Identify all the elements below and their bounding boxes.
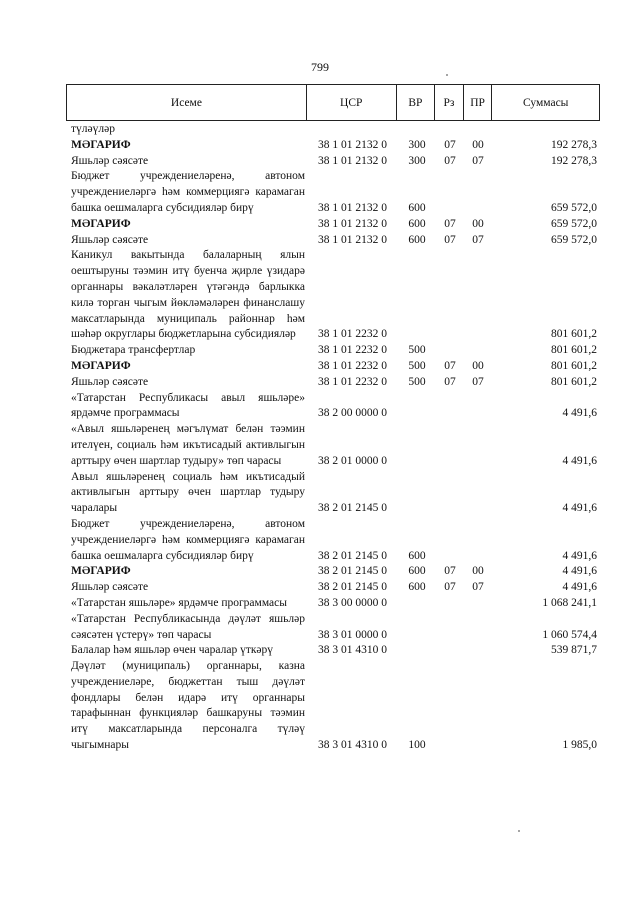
row-name: Каникул вакытында балаларның ялын оештыруны тәэмин итү буенча җирле үзидарә органнары вәкаләтләрен үтәгәндә барлыкка килә торган чыгым йөкләмәләрен финанслашу максатларында муниципаль районнар һәм шәһәр округлары бюджетларына субсидияләр: [71, 249, 305, 341]
row-rz: 07: [444, 217, 456, 230]
row-rz: 07: [444, 359, 456, 372]
row-name: Яшьләр сәясәте: [71, 375, 149, 388]
table-row: [66, 580, 600, 596]
row-name: МӘГАРИФ: [71, 217, 131, 230]
table-row: [66, 470, 600, 517]
page-number: 799: [311, 60, 329, 74]
row-pr: 07: [472, 375, 484, 388]
table-row: [66, 422, 600, 469]
row-csr: 38 3 01 4310 0: [318, 644, 387, 657]
row-name: Балалар һәм яшьләр өчен чаралар үткәрү: [71, 644, 274, 657]
row-name: Бюджет учреждениеләренә, автоном учреждениеләргә һәм коммерциягә карамаган башка оешмаларга субсидияләр бирү: [71, 170, 305, 214]
row-sum: 659 572,0: [551, 217, 597, 230]
row-name: «Татарстан яшьләре» ярдәмче программасы: [71, 596, 287, 609]
header-pr: ПР: [463, 85, 492, 120]
row-name: түләүләр: [71, 123, 115, 135]
table-row: [66, 248, 600, 343]
row-rz: 07: [444, 233, 456, 246]
table-row: [66, 233, 600, 249]
row-csr: 38 1 01 2232 0: [318, 344, 387, 357]
row-vr: 100: [408, 739, 426, 752]
table-row: [66, 517, 600, 564]
row-sum: 4 491,6: [562, 454, 597, 467]
row-name: «Татарстан Республикасында дәүләт яшьләр сәясәтен үстерү» төп чарасы: [71, 612, 305, 641]
row-csr: 38 3 01 4310 0: [318, 739, 387, 752]
row-vr: 600: [408, 549, 426, 562]
table-row: [66, 217, 600, 233]
row-csr: 38 1 01 2132 0: [318, 233, 387, 246]
row-rz: 07: [444, 581, 456, 594]
row-name: Яшьләр сәясәте: [71, 233, 149, 246]
table-row: [66, 375, 600, 391]
row-sum: 1 985,0: [562, 739, 597, 752]
row-csr: 38 1 01 2232 0: [318, 375, 387, 388]
table-row: [66, 122, 600, 138]
row-csr: 38 2 01 2145 0: [318, 502, 387, 515]
row-name: Яшьләр сәясәте: [71, 581, 149, 594]
row-sum: 539 871,7: [551, 644, 597, 657]
row-rz: 07: [444, 138, 456, 151]
row-rz: 07: [444, 565, 456, 578]
row-sum: 1 060 574,4: [542, 628, 597, 641]
row-pr: 00: [472, 359, 484, 372]
row-csr: 38 3 01 0000 0: [318, 628, 387, 641]
header-rz: Рз: [434, 85, 463, 120]
row-name: Бюджет учреждениеләренә, автоном учреждениеләргә һәм коммерциягә карамаган башка оешмаларга субсидияләр бирү: [71, 517, 305, 562]
row-csr: 38 1 01 2132 0: [318, 201, 387, 214]
row-name: Авыл яшьләренең социаль һәм икътисадый активлыгын арттыру өчен шартлар тудыру чаралары: [71, 470, 305, 515]
row-name: МӘГАРИФ: [71, 565, 131, 578]
table-row: [66, 612, 600, 644]
row-sum: 801 601,2: [551, 375, 597, 388]
row-sum: 4 491,6: [562, 549, 597, 562]
row-name: «Татарстан Республикасы авыл яшьләре» ярдәмче программасы: [71, 391, 305, 420]
row-pr: 00: [472, 138, 484, 151]
row-pr: 07: [472, 233, 484, 246]
row-name: Бюджетара трансфертлар: [71, 344, 196, 357]
row-csr: 38 2 00 0000 0: [318, 407, 387, 420]
row-sum: 192 278,3: [551, 138, 597, 151]
row-csr: 38 1 01 2132 0: [318, 217, 387, 230]
row-csr: 38 2 01 0000 0: [318, 454, 387, 467]
table-header: [66, 84, 600, 121]
header-sum: Суммасы: [491, 85, 599, 120]
table-row: [66, 391, 600, 423]
row-vr: 600: [408, 581, 426, 594]
row-csr: 38 1 01 2132 0: [318, 138, 387, 151]
row-sum: 801 601,2: [551, 328, 597, 341]
table-row: [66, 343, 600, 359]
row-name: Яшьләр сәясәте: [71, 154, 149, 167]
row-csr: 38 2 01 2145 0: [318, 581, 387, 594]
row-name: «Авыл яшьләренең мәгълүмат белән тәэмин ителүен, социаль һәм икътисадый активлыгын арттыру өчен шартлар тудыру» төп чарасы: [71, 423, 305, 467]
table-row: [66, 359, 600, 375]
row-name: МӘГАРИФ: [71, 359, 131, 372]
row-sum: 4 491,6: [562, 407, 597, 420]
row-csr: 38 1 01 2232 0: [318, 328, 387, 341]
table-row: [66, 154, 600, 170]
row-name: МӘГАРИФ: [71, 138, 131, 151]
row-csr: 38 1 01 2132 0: [318, 154, 387, 167]
row-csr: 38 2 01 2145 0: [318, 565, 387, 578]
row-pr: 07: [472, 581, 484, 594]
row-rz: 07: [444, 154, 456, 167]
row-sum: 1 068 241,1: [542, 596, 597, 609]
row-pr: 00: [472, 217, 484, 230]
row-pr: 07: [472, 154, 484, 167]
table-row: [66, 643, 600, 659]
scan-speck: [518, 830, 520, 832]
header-name: Исеме: [170, 96, 202, 109]
table-row: [66, 659, 600, 754]
row-vr: 500: [408, 359, 426, 372]
row-sum: 192 278,3: [551, 154, 597, 167]
row-vr: 500: [408, 344, 426, 357]
row-sum: 801 601,2: [551, 359, 597, 372]
table-row: [66, 138, 600, 154]
table-row: [66, 169, 600, 216]
row-sum: 4 491,6: [562, 502, 597, 515]
row-vr: 600: [408, 565, 426, 578]
row-vr: 500: [408, 375, 426, 388]
table-body: [66, 121, 600, 754]
row-sum: 659 572,0: [551, 233, 597, 246]
row-sum: 4 491,6: [562, 565, 597, 578]
row-sum: 659 572,0: [551, 201, 597, 214]
row-csr: 38 2 01 2145 0: [318, 549, 387, 562]
row-sum: 4 491,6: [562, 581, 597, 594]
row-name: Дәүләт (муниципаль) органнары, казна учреждениеләре, бюджеттан тыш дәүләт фондлары белән идарә итү органнары тарафыннан функцияләр башкаруны тәэмин итү максатларында персоналга түләү чыгымнары: [71, 660, 305, 752]
row-csr: 38 3 00 0000 0: [318, 596, 387, 609]
scan-speck: [446, 74, 448, 76]
header-csr: ЦСР: [306, 85, 396, 120]
table-row: [66, 564, 600, 580]
row-csr: 38 1 01 2232 0: [318, 359, 387, 372]
row-vr: 300: [408, 154, 426, 167]
row-vr: 600: [408, 233, 426, 246]
row-sum: 801 601,2: [551, 344, 597, 357]
row-rz: 07: [444, 375, 456, 388]
header-vr: ВР: [396, 85, 435, 120]
table-row: [66, 596, 600, 612]
budget-table: [66, 84, 600, 754]
row-vr: 600: [408, 201, 426, 214]
row-vr: 300: [408, 138, 426, 151]
row-pr: 00: [472, 565, 484, 578]
row-vr: 600: [408, 217, 426, 230]
